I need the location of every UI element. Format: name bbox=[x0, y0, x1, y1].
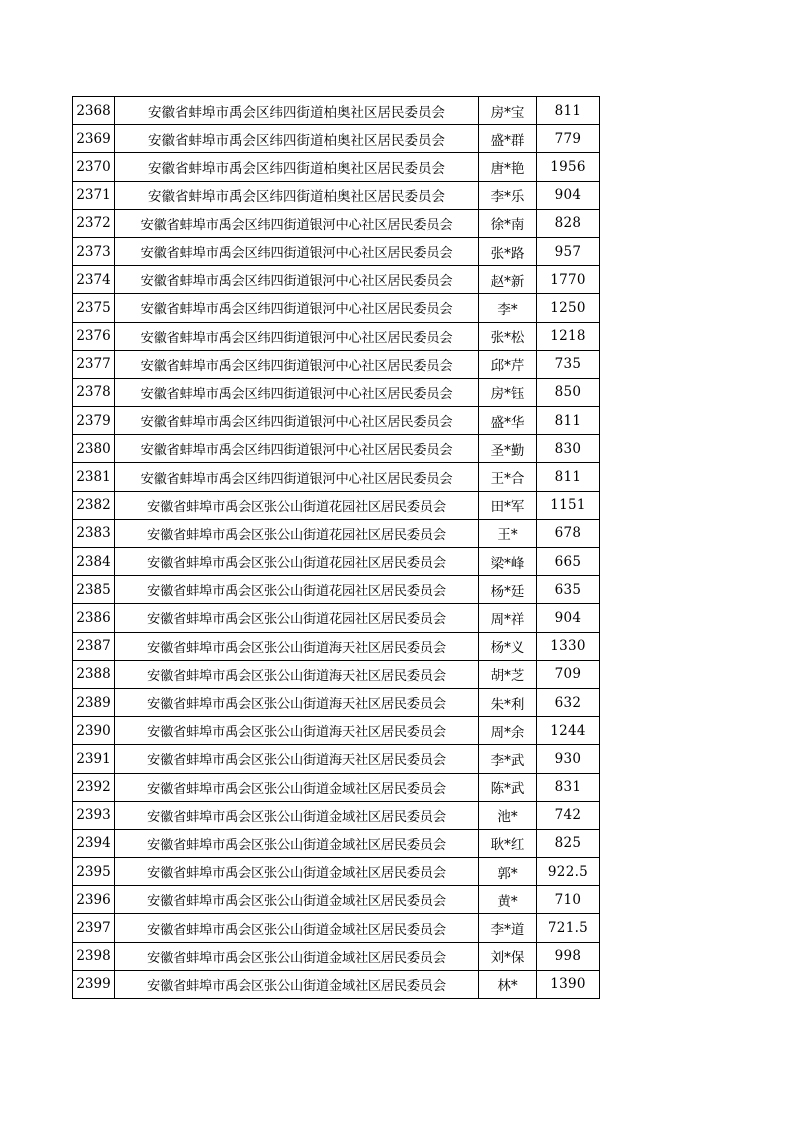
table-body bbox=[73, 97, 600, 999]
recipient-name-cell: 黄* bbox=[479, 886, 537, 914]
table-row bbox=[73, 435, 600, 463]
amount-cell: 904 bbox=[537, 604, 600, 632]
recipient-name-cell: 耿*红 bbox=[479, 829, 537, 857]
amount-cell: 904 bbox=[537, 181, 600, 209]
committee-cell: 安徽省蚌埠市禹会区张公山街道金域社区居民委员会 bbox=[115, 829, 479, 857]
amount-cell: 1770 bbox=[537, 266, 600, 294]
serial-number-cell: 2396 bbox=[73, 886, 115, 914]
recipient-name-cell: 梁*峰 bbox=[479, 548, 537, 576]
amount-cell: 665 bbox=[537, 548, 600, 576]
table-row bbox=[73, 266, 600, 294]
recipient-name-cell: 林* bbox=[479, 970, 537, 998]
recipient-name-cell: 杨*义 bbox=[479, 632, 537, 660]
amount-cell: 811 bbox=[537, 407, 600, 435]
amount-cell: 1330 bbox=[537, 632, 600, 660]
serial-number-cell: 2393 bbox=[73, 801, 115, 829]
serial-number-cell: 2372 bbox=[73, 209, 115, 237]
committee-cell: 安徽省蚌埠市禹会区纬四街道柏奥社区居民委员会 bbox=[115, 97, 479, 125]
recipient-name-cell: 刘*保 bbox=[479, 942, 537, 970]
table-row bbox=[73, 773, 600, 801]
table-row bbox=[73, 576, 600, 604]
serial-number-cell: 2378 bbox=[73, 378, 115, 406]
committee-cell: 安徽省蚌埠市禹会区张公山街道金域社区居民委员会 bbox=[115, 858, 479, 886]
serial-number-cell: 2388 bbox=[73, 660, 115, 688]
amount-cell: 1956 bbox=[537, 153, 600, 181]
serial-number-cell: 2384 bbox=[73, 548, 115, 576]
table-row bbox=[73, 717, 600, 745]
table-row bbox=[73, 604, 600, 632]
table-row bbox=[73, 886, 600, 914]
amount-cell: 825 bbox=[537, 829, 600, 857]
committee-cell: 安徽省蚌埠市禹会区张公山街道金域社区居民委员会 bbox=[115, 942, 479, 970]
amount-cell: 779 bbox=[537, 125, 600, 153]
recipient-name-cell: 张*松 bbox=[479, 322, 537, 350]
committee-cell: 安徽省蚌埠市禹会区纬四街道银河中心社区居民委员会 bbox=[115, 378, 479, 406]
serial-number-cell: 2390 bbox=[73, 717, 115, 745]
table-row bbox=[73, 745, 600, 773]
committee-cell: 安徽省蚌埠市禹会区张公山街道花园社区居民委员会 bbox=[115, 491, 479, 519]
amount-cell: 678 bbox=[537, 519, 600, 547]
amount-cell: 922.5 bbox=[537, 858, 600, 886]
recipient-name-cell: 田*军 bbox=[479, 491, 537, 519]
recipient-name-cell: 房*宝 bbox=[479, 97, 537, 125]
serial-number-cell: 2379 bbox=[73, 407, 115, 435]
serial-number-cell: 2369 bbox=[73, 125, 115, 153]
serial-number-cell: 2392 bbox=[73, 773, 115, 801]
recipient-name-cell: 胡*芝 bbox=[479, 660, 537, 688]
serial-number-cell: 2398 bbox=[73, 942, 115, 970]
committee-cell: 安徽省蚌埠市禹会区张公山街道金域社区居民委员会 bbox=[115, 801, 479, 829]
recipient-name-cell: 周*余 bbox=[479, 717, 537, 745]
recipient-name-cell: 郭* bbox=[479, 858, 537, 886]
committee-cell: 安徽省蚌埠市禹会区纬四街道柏奥社区居民委员会 bbox=[115, 153, 479, 181]
committee-cell: 安徽省蚌埠市禹会区张公山街道金域社区居民委员会 bbox=[115, 773, 479, 801]
amount-cell: 957 bbox=[537, 237, 600, 265]
amount-cell: 632 bbox=[537, 688, 600, 716]
serial-number-cell: 2399 bbox=[73, 970, 115, 998]
amount-cell: 930 bbox=[537, 745, 600, 773]
table-row bbox=[73, 237, 600, 265]
amount-cell: 811 bbox=[537, 463, 600, 491]
amount-cell: 830 bbox=[537, 435, 600, 463]
amount-cell: 1390 bbox=[537, 970, 600, 998]
table-row bbox=[73, 322, 600, 350]
recipient-name-cell: 唐*艳 bbox=[479, 153, 537, 181]
amount-cell: 828 bbox=[537, 209, 600, 237]
table-row bbox=[73, 942, 600, 970]
recipient-name-cell: 房*钰 bbox=[479, 378, 537, 406]
serial-number-cell: 2386 bbox=[73, 604, 115, 632]
amount-cell: 1244 bbox=[537, 717, 600, 745]
amount-cell: 635 bbox=[537, 576, 600, 604]
amount-cell: 721.5 bbox=[537, 914, 600, 942]
table-row bbox=[73, 519, 600, 547]
committee-cell: 安徽省蚌埠市禹会区纬四街道银河中心社区居民委员会 bbox=[115, 350, 479, 378]
committee-cell: 安徽省蚌埠市禹会区纬四街道银河中心社区居民委员会 bbox=[115, 435, 479, 463]
committee-cell: 安徽省蚌埠市禹会区张公山街道海天社区居民委员会 bbox=[115, 717, 479, 745]
recipient-name-cell: 朱*利 bbox=[479, 688, 537, 716]
serial-number-cell: 2368 bbox=[73, 97, 115, 125]
committee-cell: 安徽省蚌埠市禹会区纬四街道银河中心社区居民委员会 bbox=[115, 294, 479, 322]
committee-cell: 安徽省蚌埠市禹会区张公山街道金域社区居民委员会 bbox=[115, 970, 479, 998]
committee-cell: 安徽省蚌埠市禹会区张公山街道花园社区居民委员会 bbox=[115, 604, 479, 632]
committee-cell: 安徽省蚌埠市禹会区张公山街道花园社区居民委员会 bbox=[115, 519, 479, 547]
table-row bbox=[73, 970, 600, 998]
committee-cell: 安徽省蚌埠市禹会区纬四街道银河中心社区居民委员会 bbox=[115, 266, 479, 294]
committee-cell: 安徽省蚌埠市禹会区纬四街道银河中心社区居民委员会 bbox=[115, 322, 479, 350]
recipient-name-cell: 杨*廷 bbox=[479, 576, 537, 604]
committee-cell: 安徽省蚌埠市禹会区张公山街道金域社区居民委员会 bbox=[115, 914, 479, 942]
recipient-name-cell: 池* bbox=[479, 801, 537, 829]
committee-cell: 安徽省蚌埠市禹会区张公山街道海天社区居民委员会 bbox=[115, 745, 479, 773]
committee-cell: 安徽省蚌埠市禹会区纬四街道柏奥社区居民委员会 bbox=[115, 181, 479, 209]
committee-cell: 安徽省蚌埠市禹会区纬四街道银河中心社区居民委员会 bbox=[115, 407, 479, 435]
amount-cell: 850 bbox=[537, 378, 600, 406]
committee-cell: 安徽省蚌埠市禹会区纬四街道银河中心社区居民委员会 bbox=[115, 463, 479, 491]
amount-cell: 709 bbox=[537, 660, 600, 688]
serial-number-cell: 2376 bbox=[73, 322, 115, 350]
serial-number-cell: 2375 bbox=[73, 294, 115, 322]
table-row bbox=[73, 632, 600, 660]
table-row bbox=[73, 660, 600, 688]
amount-cell: 1151 bbox=[537, 491, 600, 519]
serial-number-cell: 2387 bbox=[73, 632, 115, 660]
amount-cell: 735 bbox=[537, 350, 600, 378]
recipient-name-cell: 赵*新 bbox=[479, 266, 537, 294]
table-row bbox=[73, 688, 600, 716]
recipient-name-cell: 邱*芹 bbox=[479, 350, 537, 378]
committee-cell: 安徽省蚌埠市禹会区张公山街道海天社区居民委员会 bbox=[115, 660, 479, 688]
table-row bbox=[73, 801, 600, 829]
amount-cell: 1250 bbox=[537, 294, 600, 322]
table-row bbox=[73, 209, 600, 237]
serial-number-cell: 2382 bbox=[73, 491, 115, 519]
serial-number-cell: 2377 bbox=[73, 350, 115, 378]
serial-number-cell: 2374 bbox=[73, 266, 115, 294]
serial-number-cell: 2381 bbox=[73, 463, 115, 491]
table-row bbox=[73, 125, 600, 153]
serial-number-cell: 2383 bbox=[73, 519, 115, 547]
recipient-name-cell: 徐*南 bbox=[479, 209, 537, 237]
table-row bbox=[73, 294, 600, 322]
recipient-name-cell: 周*祥 bbox=[479, 604, 537, 632]
amount-cell: 1218 bbox=[537, 322, 600, 350]
table-row bbox=[73, 153, 600, 181]
recipient-name-cell: 盛*群 bbox=[479, 125, 537, 153]
amount-cell: 742 bbox=[537, 801, 600, 829]
recipient-name-cell: 李* bbox=[479, 294, 537, 322]
committee-cell: 安徽省蚌埠市禹会区张公山街道海天社区居民委员会 bbox=[115, 632, 479, 660]
committee-cell: 安徽省蚌埠市禹会区张公山街道金域社区居民委员会 bbox=[115, 886, 479, 914]
recipient-name-cell: 李*道 bbox=[479, 914, 537, 942]
serial-number-cell: 2395 bbox=[73, 858, 115, 886]
committee-cell: 安徽省蚌埠市禹会区纬四街道银河中心社区居民委员会 bbox=[115, 237, 479, 265]
serial-number-cell: 2391 bbox=[73, 745, 115, 773]
committee-cell: 安徽省蚌埠市禹会区张公山街道海天社区居民委员会 bbox=[115, 688, 479, 716]
amount-cell: 710 bbox=[537, 886, 600, 914]
recipient-name-cell: 李*乐 bbox=[479, 181, 537, 209]
table-row bbox=[73, 181, 600, 209]
serial-number-cell: 2370 bbox=[73, 153, 115, 181]
serial-number-cell: 2371 bbox=[73, 181, 115, 209]
recipient-name-cell: 王*合 bbox=[479, 463, 537, 491]
recipient-name-cell: 李*武 bbox=[479, 745, 537, 773]
recipient-name-cell: 陈*武 bbox=[479, 773, 537, 801]
table-row bbox=[73, 829, 600, 857]
committee-cell: 安徽省蚌埠市禹会区张公山街道花园社区居民委员会 bbox=[115, 548, 479, 576]
table-row bbox=[73, 350, 600, 378]
table-row bbox=[73, 548, 600, 576]
table-row bbox=[73, 914, 600, 942]
serial-number-cell: 2373 bbox=[73, 237, 115, 265]
serial-number-cell: 2385 bbox=[73, 576, 115, 604]
table-row bbox=[73, 491, 600, 519]
serial-number-cell: 2380 bbox=[73, 435, 115, 463]
committee-cell: 安徽省蚌埠市禹会区纬四街道柏奥社区居民委员会 bbox=[115, 125, 479, 153]
serial-number-cell: 2394 bbox=[73, 829, 115, 857]
committee-cell: 安徽省蚌埠市禹会区张公山街道花园社区居民委员会 bbox=[115, 576, 479, 604]
amount-cell: 998 bbox=[537, 942, 600, 970]
committee-cell: 安徽省蚌埠市禹会区纬四街道银河中心社区居民委员会 bbox=[115, 209, 479, 237]
recipient-name-cell: 盛*华 bbox=[479, 407, 537, 435]
serial-number-cell: 2397 bbox=[73, 914, 115, 942]
recipient-name-cell: 圣*勤 bbox=[479, 435, 537, 463]
table-row bbox=[73, 378, 600, 406]
beneficiary-table bbox=[72, 96, 600, 999]
amount-cell: 811 bbox=[537, 97, 600, 125]
serial-number-cell: 2389 bbox=[73, 688, 115, 716]
table-row bbox=[73, 407, 600, 435]
table-row bbox=[73, 858, 600, 886]
table-row bbox=[73, 463, 600, 491]
recipient-name-cell: 张*路 bbox=[479, 237, 537, 265]
amount-cell: 831 bbox=[537, 773, 600, 801]
recipient-name-cell: 王* bbox=[479, 519, 537, 547]
table-row bbox=[73, 97, 600, 125]
